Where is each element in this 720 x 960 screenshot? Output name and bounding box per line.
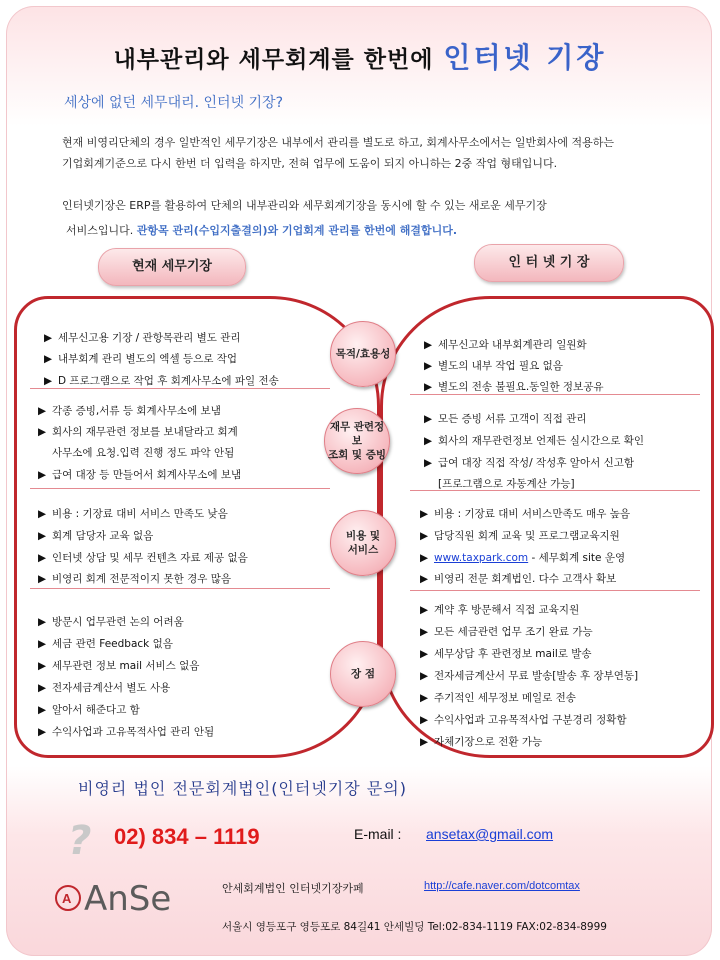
svg-text:A: A [62,891,72,906]
right-list-item [424,476,575,491]
bullet-arrow-icon: ▶ [420,573,429,585]
right-list-item-text: 수익사업과 고유목적사업 구분경리 정확함 [434,714,627,726]
right-list-item-text: 계약 후 방문해서 직접 교육지원 [434,604,580,616]
category-purpose [330,321,396,387]
right-list-item-text: 모든 증빙 서류 고객이 직접 관리 [438,413,587,425]
bullet-arrow-icon: ▶ [38,469,47,481]
right-list-item [420,571,616,586]
cafe-link[interactable]: http://cafe.naver.com/dotcomtax [424,880,580,892]
right-list-item-text: [프로그램으로 자동계산 가능] [438,478,575,490]
left-divider [30,588,330,589]
right-divider [410,394,700,395]
email-label: E-mail : [354,826,402,842]
bullet-arrow-icon: ▶ [38,530,47,542]
left-list-item-text: 수익사업과 고유목적사업 관리 안됨 [52,726,215,738]
right-list-item [424,433,644,448]
left-list-item-text: 급여 대장 등 만들어서 회계사무소에 보냄 [52,469,242,481]
right-list-item-text: 비영리 전문 회계법인. 다수 고객사 확보 [434,573,617,585]
left-list-item [38,614,184,629]
left-list-item-text: 전자세금계산서 별도 사용 [52,682,171,694]
left-list-item-text: 세무관련 정보 mail 서비스 없음 [52,660,200,672]
right-list-item [424,411,587,426]
intro-paragraph-2-line-2 [66,222,457,238]
bullet-arrow-icon: ▶ [38,616,47,628]
bullet-arrow-icon: ▶ [38,552,47,564]
bullet-arrow-icon: ▶ [420,648,429,660]
left-list-item [38,724,214,739]
left-list-item [38,680,170,695]
category-label: 조회 및 증빙 [327,449,387,461]
right-divider [410,590,700,591]
right-list-item [420,690,576,705]
category-cost-service [330,510,396,576]
left-list-item [38,445,234,460]
left-list-item-text: 방문시 업무관련 논의 어려움 [52,616,184,628]
right-list-item-text: 주기적인 세무정보 메일로 전송 [434,692,576,704]
left-list-item-text: 세무신고용 기장 / 관항목관리 별도 관리 [58,332,241,344]
left-list-item-text: 인터넷 상담 및 세무 컨텐츠 자료 제공 없음 [52,552,248,564]
right-list-item-text: 세무상담 후 관련정보 mail로 발송 [434,648,592,660]
right-list-item [420,528,620,543]
bullet-arrow-icon: ▶ [38,704,47,716]
left-list-item [44,351,237,366]
taxpark-description: - 세무회계 site 운영 [528,552,626,564]
page-title [0,36,720,76]
bullet-arrow-icon: ▶ [44,353,53,365]
bullet-arrow-icon: ▶ [38,682,47,694]
left-list-item [38,506,228,521]
cafe-label: 안세회계법인 인터넷기장카페 [222,882,364,895]
left-divider [30,388,330,389]
bullet-arrow-icon: ▶ [420,736,429,748]
left-list-item-text: 내부회계 관리 별도의 엑셀 등으로 작업 [58,353,237,365]
left-list-item [38,702,140,717]
right-list-item [420,624,593,639]
bullet-arrow-icon: ▶ [420,626,429,638]
left-list-item [38,467,241,482]
logo-text: AnSe [84,879,172,919]
right-column-header: 인 터 넷 기 장 [474,244,624,282]
bullet-arrow-icon: ▶ [38,573,47,585]
bullet-arrow-icon: ▶ [38,508,47,520]
left-divider [30,488,330,489]
question-mark-icon: ? [63,818,96,864]
left-list-item-text: 회계 담당자 교육 없음 [52,530,154,542]
left-list-item [38,571,231,586]
left-list-item-text: D 프로그램으로 작업 후 회계사무소에 파일 전송 [58,375,279,387]
title-highlight: 인터넷 기장 [443,41,607,74]
left-list-item-text: 회사의 재무관련 정보를 보내달라고 회계 [52,426,238,438]
right-list-item-text: 담당직원 회계 교육 및 프로그램교육지원 [434,530,620,542]
category-financial-info [324,408,390,474]
bullet-arrow-icon: ▶ [38,426,47,438]
left-list-item [38,424,238,439]
intro-text: 서비스입니다. [66,224,134,237]
bullet-arrow-icon: ▶ [424,381,433,393]
category-label: 장 점 [351,668,375,680]
bullet-arrow-icon: ▶ [420,692,429,704]
right-list-item-text: 별도의 내부 작업 필요 없음 [438,360,563,372]
bullet-arrow-icon: ▶ [420,552,429,564]
left-list-item [38,528,153,543]
right-list-item [424,455,634,470]
left-list-item [38,636,173,651]
bullet-arrow-icon: ▶ [420,508,429,520]
right-list-item-text: 자체기장으로 전환 가능 [434,736,543,748]
bullet-arrow-icon: ▶ [424,360,433,372]
right-list-item-text: 모든 세금관련 업무 조기 완료 가능 [434,626,593,638]
left-list-item-text: 비영리 회계 전문적이지 못한 경우 많음 [52,573,231,585]
intro-paragraph-1-line-1: 현재 비영리단체의 경우 일반적인 세무기장은 내부에서 관리를 별도로 하고, 회계사무소에서는 일반회사에 적용하는 [62,136,615,149]
bullet-arrow-icon: ▶ [424,339,433,351]
right-list-item [420,550,625,565]
phone-number[interactable]: 02) 834 – 1119 [114,824,260,849]
left-list-item [38,658,199,673]
left-list-item-text: 세금 관련 Feedback 없음 [52,638,173,650]
category-label: 재무 관련정보 [329,421,385,447]
title-main: 내부관리와 세무회계를 한번에 [113,47,434,73]
left-column-header: 현재 세무기장 [98,248,246,286]
left-list-item-text: 각종 증빙,서류 등 회계사무소에 보냄 [52,405,221,417]
right-list-item [420,712,627,727]
bullet-arrow-icon: ▶ [38,638,47,650]
category-label: 서비스 [347,544,379,556]
left-list-item-text: 사무소에 요청.입력 진행 정도 파악 안됨 [52,447,235,459]
category-label: 비용 및 [345,530,381,542]
right-list-item [420,668,638,683]
right-list-item [420,602,579,617]
right-list-item [420,646,592,661]
right-list-item [424,358,563,373]
right-list-item [424,337,587,352]
taxpark-link[interactable]: www.taxpark.com [434,552,529,564]
bullet-arrow-icon: ▶ [38,660,47,672]
bullet-arrow-icon: ▶ [44,332,53,344]
left-list-item [44,330,241,345]
contact-heading: 비영리 법인 전문회계법인(인터넷기장 문의) [78,779,407,798]
bullet-arrow-icon: ▶ [424,457,433,469]
bullet-arrow-icon: ▶ [420,670,429,682]
intro-paragraph-2-line-1: 인터넷기장은 ERP를 활용하여 단체의 내부관리와 세무회계기장을 동시에 할 수 있는 새로운 세무기장 [62,199,547,212]
intro-highlight: 관항목 관리(수입지출결의)와 기업회계 관리를 한번에 해결합니다. [136,224,458,237]
right-list-item [424,379,604,394]
category-label: 목적/효용성 [335,348,391,360]
left-list-item [38,403,221,418]
email-link[interactable]: ansetax@gmail.com [426,826,554,842]
right-list-item [420,734,542,749]
bullet-arrow-icon: ▶ [420,530,429,542]
bullet-arrow-icon: ▶ [38,405,47,417]
subtitle: 세상에 없던 세무대리. 인터넷 기장? [64,95,284,111]
left-list-item [38,550,248,565]
anse-logo [54,866,184,922]
right-list-item-text: 세무신고와 내부회계관리 일원화 [438,339,587,351]
right-list-item-text: 비용 : 기장료 대비 서비스만족도 매우 높음 [434,508,630,520]
bullet-arrow-icon: ▶ [420,604,429,616]
left-list-item [44,373,279,388]
bullet-arrow-icon: ▶ [424,413,433,425]
left-list-item-text: 비용 : 기장료 대비 서비스 만족도 낮음 [52,508,228,520]
intro-paragraph-1-line-2: 기업회계기준으로 다시 한번 더 입력을 하지만, 전혀 업무에 도움이 되지 아니하는 2중 작업 형태입니다. [62,157,558,170]
bullet-arrow-icon: ▶ [424,435,433,447]
right-list-item-text: 회사의 재무관련정보 언제든 실시간으로 확인 [438,435,645,447]
right-list-item-text: 전자세금계산서 무료 발송[발송 후 장부연동] [434,670,639,682]
address: 서울시 영등포구 영등포로 84길41 안세빌딩 Tel:02-834-1119 FAX:02-834-8999 [222,921,607,933]
bullet-arrow-icon: ▶ [44,375,53,387]
right-list-item-text: 급여 대장 직접 작성/ 작성후 알아서 신고함 [438,457,634,469]
bullet-arrow-icon: ▶ [420,714,429,726]
bullet-arrow-icon: ▶ [38,726,47,738]
left-list-item-text: 알아서 해준다고 함 [52,704,140,716]
right-list-item-text: 별도의 전송 불필요.동일한 정보공유 [438,381,604,393]
category-advantages [330,641,396,707]
right-list-item [420,506,630,521]
